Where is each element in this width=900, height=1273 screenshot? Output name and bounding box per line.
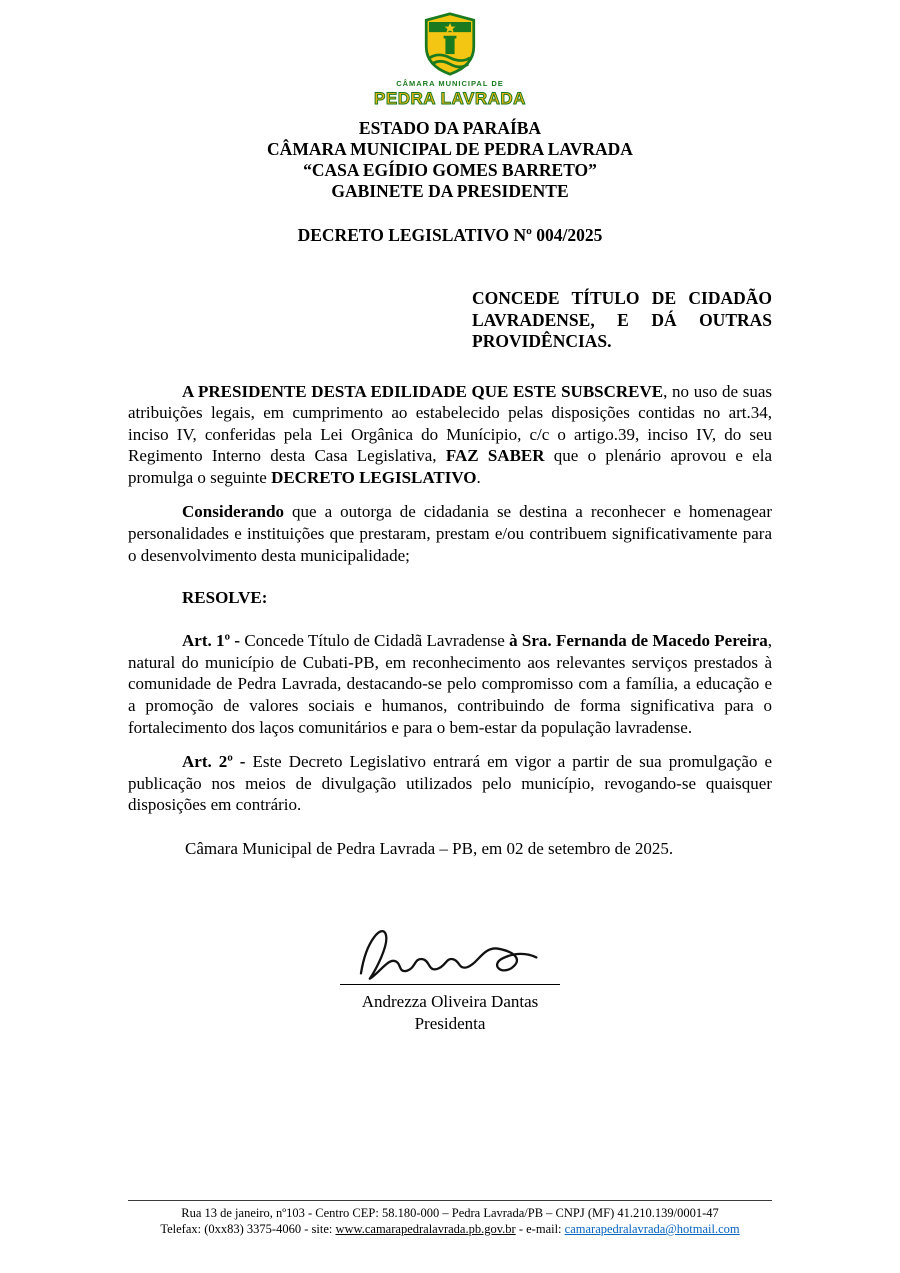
logo-org-small: CÂMARA MUNICIPAL DE xyxy=(396,79,504,88)
footer-contacts xyxy=(128,1221,772,1237)
paragraph-considerando xyxy=(128,501,772,566)
header-state: ESTADO DA PARAÍBA xyxy=(358,118,542,138)
paragraph-art2 xyxy=(128,751,772,816)
preamble-text-2: que o plenário aprovou e ela promulga o seguinte xyxy=(128,446,772,487)
paragraph-art1 xyxy=(128,630,772,738)
decree-title: DECRETO LEGISLATIVO Nº 004/2025 xyxy=(297,225,603,245)
coat-of-arms-icon xyxy=(421,12,479,76)
site-link[interactable]: www.camarapedralavrada.pb.gov.br xyxy=(335,1222,516,1236)
header-chamber: CÂMARA MUNICIPAL DE PEDRA LAVRADA xyxy=(267,139,633,159)
email-link[interactable]: camarapedralavrada@hotmail.com xyxy=(564,1222,740,1236)
signature-image xyxy=(346,922,546,984)
header-house: “CASA EGÍDIO GOMES BARRETO” xyxy=(303,160,597,180)
dateline: Câmara Municipal de Pedra Lavrada – PB, em 02 de setembro de 2025. xyxy=(185,839,674,858)
art1-text-1: Concede Título de Cidadã Lavradense xyxy=(244,631,510,651)
preamble-text-3: . xyxy=(476,467,481,487)
footer-address: Rua 13 de janeiro, nº103 - Centro CEP: 58.180-000 – Pedra Lavrada/PB – CNPJ (MF) 41.210.139/0001-47 xyxy=(181,1206,719,1220)
logo-org-name: PEDRA LAVRADA xyxy=(374,89,526,108)
footer-telefax: Telefax: (0xx83) 3375-4060 - site: xyxy=(160,1222,336,1236)
preamble-bold-fazsaber: FAZ SABER xyxy=(445,446,545,466)
preamble-bold-decreto: DECRETO LEGISLATIVO xyxy=(271,467,477,487)
letterhead xyxy=(128,118,772,202)
paragraph-preamble xyxy=(128,381,772,489)
footer xyxy=(128,1200,772,1237)
considerando-text: que a outorga de cidadania se destina a reconhecer e homenagear personalidades e instituições que prestaram, prestam e/ou contribuem significativamente para o desenvolvimento desta municipalidade; xyxy=(128,502,772,565)
signature-title: Presidenta xyxy=(414,1013,486,1033)
resolve-heading: RESOLVE: xyxy=(182,588,268,608)
logo xyxy=(0,0,900,109)
signature-name: Andrezza Oliveira Dantas xyxy=(361,991,539,1011)
footer-email-label: - e-mail: xyxy=(515,1222,565,1236)
preamble-text-1: , no uso de suas atribuições legais, em cumprimento ao estabelecido pelas disposições contidas no art.34, inciso IV, conferidas pela Lei Orgânica do Munícipio, c/c o artigo.39, inciso IV, do seu Regimento Interno desta Casa Legislativa, xyxy=(128,381,772,466)
art2-text: Este Decreto Legislativo entrará em vigor a partir de sua promulgação e publicação nos meios de divulgação utilizados pelo município, revogando-se quaisquer disposições em contrário. xyxy=(128,752,772,815)
considerando-bold: Considerando xyxy=(182,502,285,522)
art1-text-2: , natural do município de Cubati-PB, em reconhecimento aos relevantes serviços prestados à comunidade de Pedra Lavrada, destacando-se pelo compromisso com a família, a educação e a promoção de valores sociais e humanos, contribuindo de forma significativa para o fortalecimento dos laços comunitários e para o bem-estar da população lavradense. xyxy=(128,631,772,737)
art1-honoree-name: à Sra. Fernanda de Macedo Pereira xyxy=(509,631,768,651)
header-office: GABINETE DA PRESIDENTE xyxy=(331,181,569,201)
ementa: CONCEDE TÍTULO DE CIDADÃO LAVRADENSE, E DÁ OUTRAS PROVIDÊNCIAS. xyxy=(472,288,772,351)
signature-line xyxy=(340,922,560,985)
art1-label: Art. 1º - xyxy=(182,631,245,651)
art2-label: Art. 2º - xyxy=(182,752,253,772)
signature-block xyxy=(128,922,772,1034)
preamble-bold-subject: A PRESIDENTE DESTA EDILIDADE QUE ESTE SUBSCREVE xyxy=(182,381,664,401)
